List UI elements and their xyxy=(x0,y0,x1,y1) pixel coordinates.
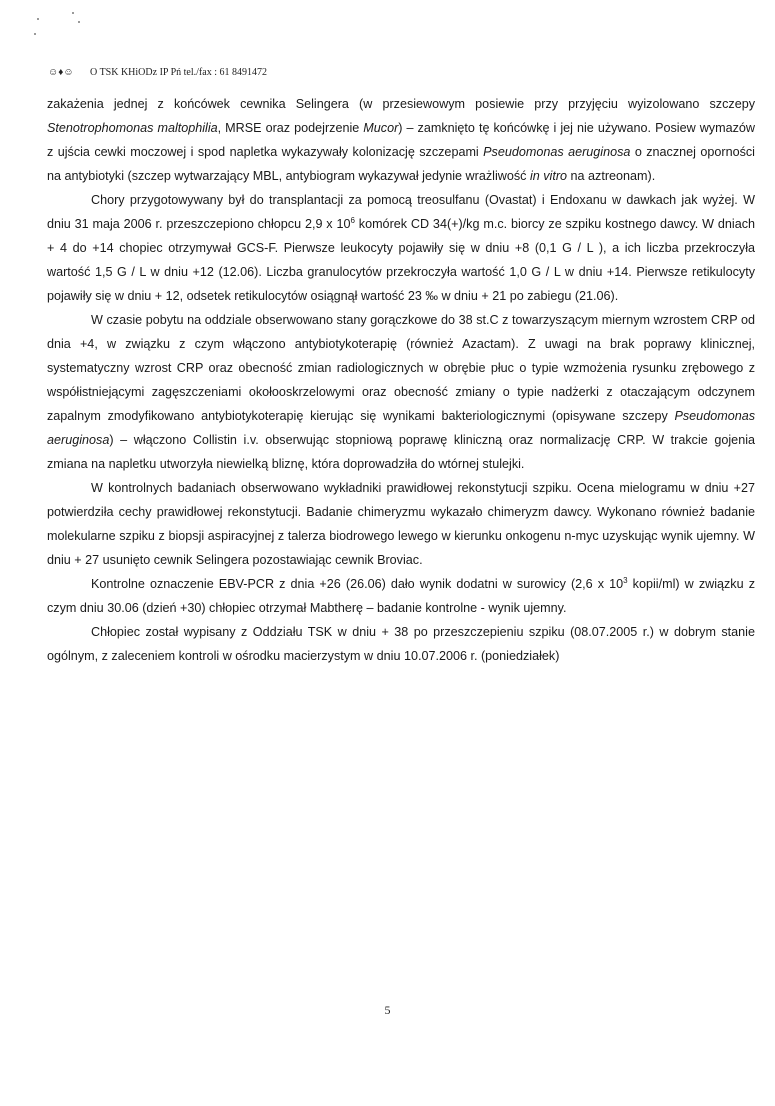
page-header xyxy=(48,67,267,78)
text-run: W kontrolnych badaniach obserwowano wykładniki prawidłowej rekonstytucji szpiku. Ocena mielogramu w dniu +27 potwierdziła cechy prawidłowej rekonstytucji. Badanie chimeryzmu wykazało chimeryzm dawcy. Wykonano również badanie molekularne szpiku z biopsji aspiracyjnej z talerza biodrowego lewego w kierunku onkogenu n-myc uzyskując wynik ujemny. W dniu + 27 usunięto cewnik Selingera pozostawiając cewnik Broviac. xyxy=(47,481,755,567)
header-contact-text: O TSK KHiODz IP Pń tel./fax : 61 8491472 xyxy=(90,67,267,78)
text-run: komórek CD 34(+)/kg m.c. biorcy ze szpiku kostnego dawcy. W dniach + 4 do +14 chopiec otrzymywał GCS-F. Pierwsze leukocyty pojawiły się w dniu +8 (0,1 G / L ), a ich liczba przekroczyła wartość 1,5 G / L w dniu +12 (12.06). Liczba granulocytów przekroczyła wartość 1,0 G / L w dniu +14. Pierwsze retikulocyty pojawiły się w dniu + 12, odsetek retikulocytów osiągnął wartość 23 ‰ w dniu + 21 po zabiegu (21.06). xyxy=(47,217,755,303)
italic-term: in vitro xyxy=(529,169,568,183)
text-run: ) – zamknięto tę końcówkę i jej nie używano. Posiew wymazów z ujścia cewki moczowej i spod napletka wykazywały kolonizację szczepami xyxy=(47,121,755,159)
exponent: 6 xyxy=(350,215,355,225)
paragraph xyxy=(47,188,755,308)
scan-artifact xyxy=(78,21,80,23)
text-run: W czasie pobytu na oddziale obserwowano stany gorączkowe do 38 st.C z towarzyszącym miernym wzrostem CRP od dnia +4, w związku z czym włączono antybiotykoterapię (również Azactam). Z uwagi na brak poprawy klinicznej, systematyczny wzrost CRP oraz obecność zmian radiologicznych w obrębie płuc o typie wzmożenia rysunku zrębowego z współistniejącymi zagęszczeniami okołooskrzelowymi oraz obecność zmiany o typie nadżerki z otaczającym odczynem zapalnym zmodyfikowano antybiotykoterapię kierując się wynikami bakteriologicznymi (opisywane szczepy xyxy=(47,313,755,423)
text-run: o znacznej oporności na antybiotyki (szczep wytwarzający MBL, antybiogram wykazywał jedynie wrażliwość xyxy=(47,145,755,183)
text-run: na aztreonam). xyxy=(567,169,656,183)
scan-artifact xyxy=(34,33,36,35)
text-run: Kontrolne oznaczenie EBV-PCR z dnia +26 (26.06) dało wynik dodatni w surowicy (2,6 x 10 xyxy=(91,577,624,591)
exponent: 3 xyxy=(623,575,628,585)
text-run: ) – włączono Collistin i.v. obserwując stopniową poprawę kliniczną oraz normalizację CRP. W trakcie gojenia zmiana na napletku utworzyła niewielką bliznę, która doprowadziła do wtórnej stulejki. xyxy=(47,433,755,471)
text-run: kopii/ml) w związku z czym dniu 30.06 (dzień +30) chłopiec otrzymał Mabtherę – badanie kontrolne - wynik ujemny. xyxy=(47,577,755,615)
paragraph xyxy=(47,572,755,620)
document-body xyxy=(47,92,755,668)
text-run: , MRSE oraz podejrzenie xyxy=(217,121,364,135)
italic-term: Mucor xyxy=(363,121,399,135)
text-run: Chłopiec został wypisany z Oddziału TSK w dniu + 38 po przeszczepieniu szpiku (08.07.2005 r.) w dobrym stanie ogólnym, z zaleceniem kontroli w ośrodku macierzystym w dniu 10.07.2006 r. (poniedziałek) xyxy=(47,625,755,663)
italic-term: Stenotrophomonas maltophilia xyxy=(47,121,218,135)
italic-term: Pseudomonas aeruginosa xyxy=(483,145,631,159)
italic-term: Pseudomonas aeruginosa xyxy=(47,409,755,447)
text-run: zakażenia jednej z końcówek cewnika Selingera (w przesiewowym posiewie przy przyjęciu wyizolowano szczepy xyxy=(47,97,755,111)
scan-artifact xyxy=(37,18,39,20)
scan-artifact xyxy=(72,12,74,14)
paragraph xyxy=(47,476,755,572)
page-number: 5 xyxy=(384,1003,391,1017)
paragraph xyxy=(47,92,755,188)
paragraph xyxy=(47,620,755,668)
text-run: Chory przygotowywany był do transplantacji za pomocą treosulfanu (Ovastat) i Endoxanu w dawkach jak wyżej. W dniu 31 maja 2006 r. przeszczepiono chłopcu 2,9 x 10 xyxy=(47,193,755,231)
paragraph xyxy=(47,308,755,476)
clinic-logo: ☺♦☺ xyxy=(48,67,74,78)
